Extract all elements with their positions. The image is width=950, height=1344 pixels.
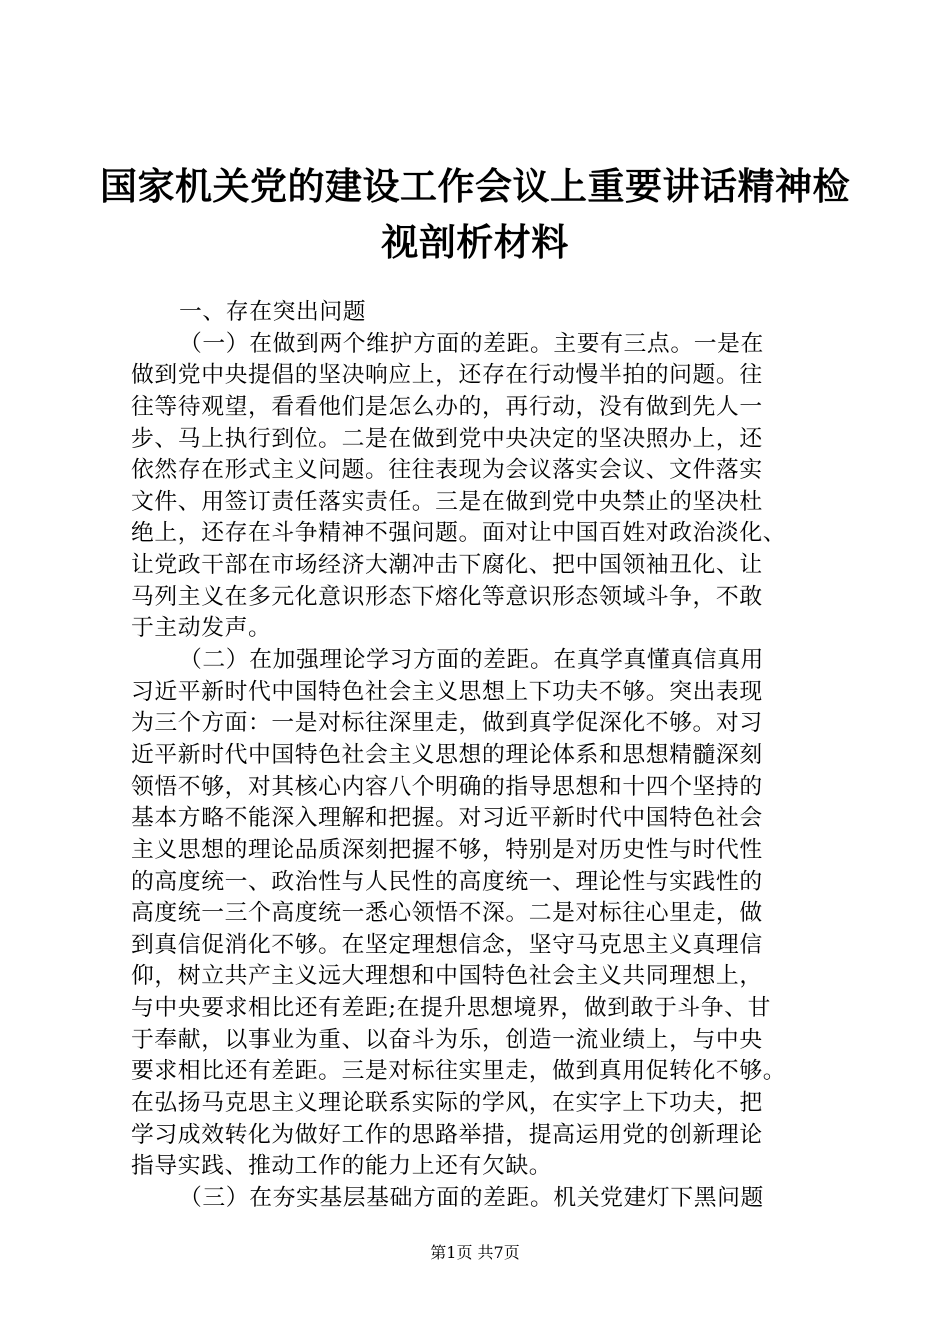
body-text-line: 文件、用签订责任落实责任。三是在做到党中央禁止的坚决杜 [131, 488, 763, 515]
title-line-1: 国家机关党的建设工作会议上重要讲话精神检 [100, 164, 850, 208]
body-text-line: 绝上，还存在斗争精神不强问题。面对让中国百姓对政治淡化、 [131, 520, 787, 547]
body-text-line: 指导实践、推动工作的能力上还有欠缺。 [131, 1153, 553, 1180]
body-text-line: 往等待观望，看看他们是怎么办的，再行动，没有做到先人一 [131, 393, 763, 420]
body-text-line: 依然存在形式主义问题。往往表现为会议落实会议、文件落实 [131, 457, 763, 484]
body-text-line: 主义思想的理论品质深刻把握不够，特别是对历史性与时代性 [131, 836, 763, 863]
body-text-line: 在弘扬马克思主义理论联系实际的学风，在实字上下功夫，把 [131, 1090, 763, 1117]
body-text-line: 于奉献，以事业为重、以奋斗为乐，创造一流业绩上，与中央 [131, 1026, 763, 1053]
title-line-2: 视剖析材料 [381, 220, 569, 264]
body-text-line: 让党政干部在市场经济大潮冲击下腐化、把中国领袖丑化、让 [131, 552, 763, 579]
body-text-line: 的高度统一、政治性与人民性的高度统一、理论性与实践性的 [131, 868, 763, 895]
body-text-line: 于主动发声。 [131, 615, 272, 642]
page-footer: 第1页 共7页 [430, 1243, 520, 1262]
body-text-line: 为三个方面：一是对标往深里走，做到真学促深化不够。对习 [131, 710, 763, 737]
document-body [131, 297, 841, 1215]
body-text-line: 高度统一三个高度统一悉心领悟不深。二是对标往心里走，做 [131, 900, 763, 927]
body-text-line: 学习成效转化为做好工作的思路举措，提高运用党的创新理论 [131, 1121, 763, 1148]
body-text-line: 要求相比还有差距。三是对标往实里走，做到真用促转化不够。 [131, 1058, 787, 1085]
body-text-line: 做到党中央提倡的坚决响应上，还存在行动慢半拍的问题。往 [131, 362, 763, 389]
body-text-line: 马列主义在多元化意识形态下熔化等意识形态领域斗争，不敢 [131, 583, 763, 610]
body-text-line: 与中央要求相比还有差距;在提升思想境界，做到敢于斗争、甘 [131, 995, 771, 1022]
body-text-line: 仰，树立共产主义远大理想和中国特色社会主义共同理想上， [131, 963, 763, 990]
body-text-line: 习近平新时代中国特色社会主义思想上下功夫不够。突出表现 [131, 678, 763, 705]
body-text-line: 一、存在突出问题 [179, 299, 367, 325]
body-text-line: （三）在夯实基层基础方面的差距。机关党建灯下黑问题 [179, 1184, 764, 1211]
body-text-line: （一）在做到两个维护方面的差距。主要有三点。一是在 [179, 330, 764, 357]
body-text-line: 到真信促消化不够。在坚定理想信念，坚守马克思主义真理信 [131, 931, 763, 958]
body-text-line: 步、马上执行到位。二是在做到党中央决定的坚决照办上，还 [131, 425, 763, 452]
body-text-line: 基本方略不能深入理解和把握。对习近平新时代中国特色社会 [131, 805, 763, 832]
body-text-line: 近平新时代中国特色社会主义思想的理论体系和思想精髓深刻 [131, 741, 763, 768]
document-title [100, 158, 850, 270]
body-text-line: （二）在加强理论学习方面的差距。在真学真懂真信真用 [179, 647, 764, 674]
body-text-line: 领悟不够，对其核心内容八个明确的指导思想和十四个坚持的 [131, 773, 763, 800]
